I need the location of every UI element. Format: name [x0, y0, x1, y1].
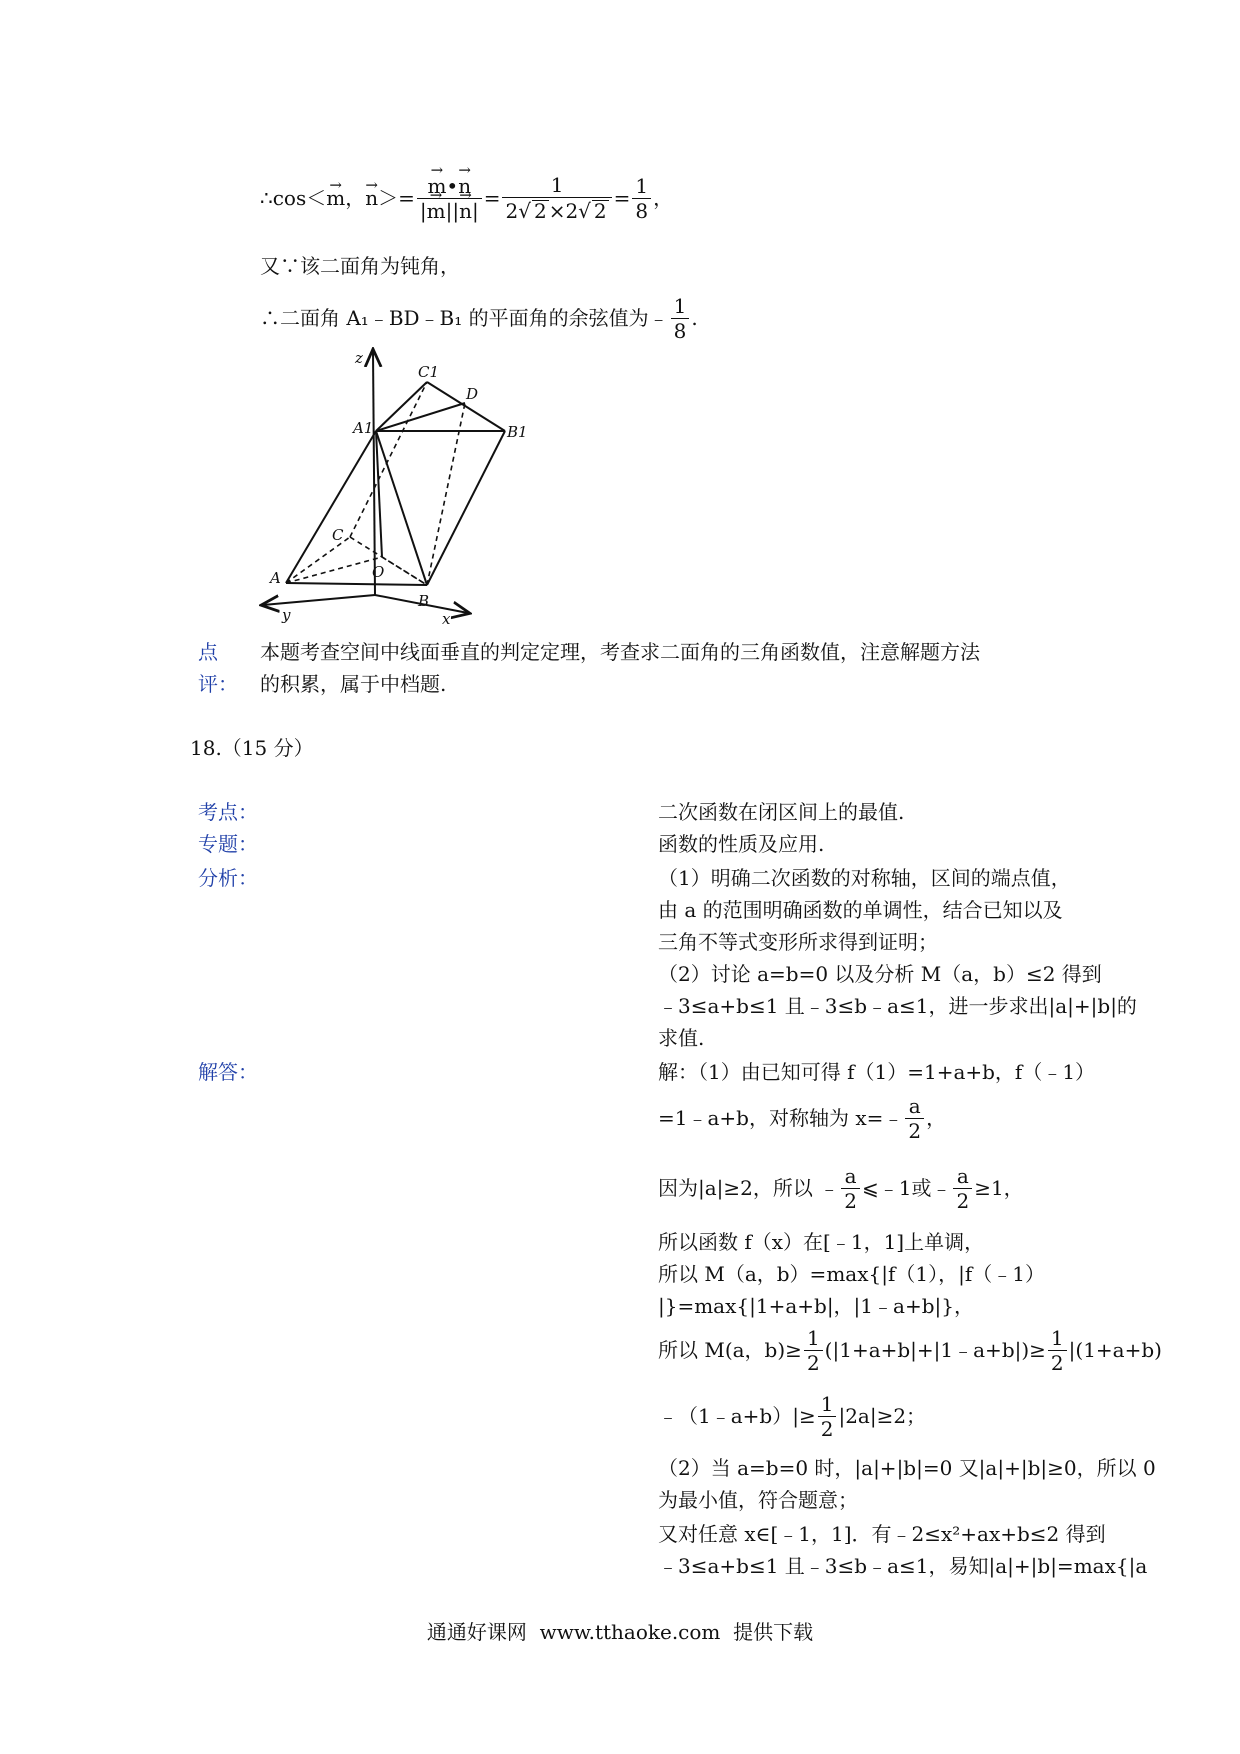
one-eighth-fraction — [632, 173, 651, 223]
jieda-line-10: 为最小值，符合题意； — [658, 1488, 858, 1512]
j7-fraction-2 — [1048, 1325, 1067, 1375]
f2-den-x: ×2 — [548, 199, 579, 223]
j3-end: ≥1， — [974, 1176, 1024, 1200]
f3-num: 1 — [632, 176, 651, 199]
vector-m: → m — [326, 182, 345, 214]
fenxi-line-1: （1）明确二次函数的对称轴，区间的端点值， — [658, 866, 1071, 890]
j2-den: 2 — [908, 1118, 922, 1143]
label-y: y — [282, 606, 291, 624]
den-m: → m — [427, 201, 446, 221]
fenxi-line-2: 由 a 的范围明确函数的单调性，结合已知以及 — [658, 898, 1063, 922]
jieda-line-6: |}=max{|1+a+b|，|1﹣a+b|}， — [658, 1294, 974, 1318]
result-num: 1 — [671, 296, 690, 319]
j7-end: |(1+a+b) — [1068, 1338, 1162, 1362]
f2-den-r1: 2 — [533, 199, 547, 223]
den-n: → n — [459, 201, 472, 221]
j7-num2: 1 — [1048, 1328, 1067, 1351]
comment-text-2: 的积累，属于中档题. — [260, 672, 447, 696]
comment-label-1: 点 — [198, 640, 218, 664]
edge-c-c1 — [350, 382, 427, 537]
jieda-line-11: 又对任意 x∈[﹣1，1]．有﹣2≤x²+ax+b≤2 得到 — [658, 1522, 1106, 1546]
jieda-line-4: 所以函数 f（x）在[﹣1，1]上单调， — [658, 1230, 985, 1254]
fenxi-label: 分析： — [198, 866, 258, 890]
f2-num: 1 — [502, 175, 611, 198]
j7-den2: 2 — [1050, 1350, 1064, 1375]
j3-num1: a — [841, 1166, 860, 1189]
obtuse-angle-line: 又∵该二面角为钝角， — [260, 254, 460, 278]
label-c: C — [332, 526, 344, 544]
cosine-result-line — [260, 288, 698, 348]
j3-mid: ⩽﹣1或﹣ — [861, 1176, 952, 1200]
j3-den2: 2 — [956, 1188, 970, 1213]
j8-num: 1 — [818, 1394, 837, 1417]
jieda-label: 解答： — [198, 1060, 258, 1084]
cos-lead: ∴cos＜ — [260, 186, 327, 210]
j3-fraction-1 — [841, 1163, 860, 1213]
j7-pre: 所以 M(a，b)≥ — [658, 1338, 802, 1362]
jieda-line-7 — [658, 1322, 1162, 1378]
label-b1: B1 — [507, 423, 528, 441]
problem-18-heading: 18.（15 分） — [190, 736, 314, 760]
fenxi-line-3: 三角不等式变形所求得到证明； — [658, 930, 938, 954]
j7-fraction-1 — [804, 1325, 823, 1375]
cos-close: ＞= — [378, 186, 415, 210]
end-comma: ， — [653, 186, 674, 210]
j3-pre: 因为|a|≥2，所以 ﹣ — [658, 1176, 840, 1200]
label-c1: C1 — [418, 363, 440, 381]
fenxi-line-5: ﹣3≤a+b≤1 且﹣3≤b﹣a≤1，进一步求出|a|+|b|的 — [658, 994, 1137, 1018]
j3-num2: a — [953, 1166, 972, 1189]
j2-pre: =1﹣a+b，对称轴为 x=﹣ — [658, 1106, 904, 1130]
jieda-line-9: （2）当 a=b=0 时，|a|+|b|=0 又|a|+|b|≥0，所以 0 — [658, 1456, 1156, 1480]
page-footer: 通通好课网 www.tthaoke.com 提供下载 — [426, 1620, 814, 1644]
jieda-line-1: 解：（1）由已知可得 f（1）=1+a+b，f（﹣1） — [658, 1060, 1096, 1084]
edge-a-b — [286, 583, 427, 585]
j2-num: a — [905, 1096, 924, 1119]
label-x: x — [442, 610, 451, 628]
cos-formula-line — [260, 168, 673, 228]
vector-n: → n — [365, 182, 378, 214]
eq2: = — [613, 186, 631, 210]
j2-end: ， — [926, 1106, 947, 1130]
num-m: → m — [427, 176, 446, 196]
jieda-line-8 — [658, 1388, 926, 1444]
edge-a1-b — [376, 431, 427, 585]
label-o: O — [372, 563, 385, 581]
cos-comma: ， — [345, 186, 366, 210]
result-den: 8 — [673, 318, 687, 343]
j3-den1: 2 — [844, 1188, 857, 1213]
cosine-result-text: ∴二面角 A₁﹣BD﹣B₁ 的平面角的余弦值为﹣ — [260, 306, 669, 330]
fenxi-line-6: 求值. — [658, 1026, 705, 1050]
j3-fraction-2 — [953, 1163, 972, 1213]
num-dot: • — [446, 173, 459, 198]
j7-num1: 1 — [804, 1328, 823, 1351]
label-a1: A1 — [353, 419, 374, 437]
j8-pre: ﹣（1﹣a+b）|≥ — [658, 1404, 816, 1428]
zhuanti-text: 函数的性质及应用. — [658, 832, 825, 856]
eq1: = — [483, 186, 501, 210]
label-z: z — [355, 349, 363, 367]
edge-a-a1 — [286, 431, 376, 583]
label-d: D — [466, 385, 479, 403]
result-fraction — [671, 293, 690, 343]
f3-den: 8 — [635, 198, 649, 223]
jieda-line-5: 所以 M（a，b）=max{|f（1），|f（﹣1） — [658, 1262, 1045, 1286]
fenxi-line-4: （2）讨论 a=b=0 以及分析 M（a，b）≤2 得到 — [658, 962, 1102, 986]
label-b: B — [418, 592, 430, 610]
f2-den-r2: 2 — [593, 199, 607, 223]
j2-fraction — [905, 1093, 924, 1143]
result-end: . — [691, 306, 698, 330]
j8-fraction — [818, 1391, 837, 1441]
f2-den-a: 2 — [505, 199, 519, 223]
comment-text-1: 本题考查空间中线面垂直的判定定理，考查求二面角的三角函数值，注意解题方法 — [260, 640, 980, 664]
edge-b-b1 — [427, 431, 505, 585]
jieda-line-3 — [658, 1160, 1024, 1216]
j8-den: 2 — [820, 1416, 834, 1441]
j8-end: |2a|≥2； — [838, 1404, 927, 1428]
zhuanti-label: 专题： — [198, 832, 258, 856]
label-a: A — [270, 569, 281, 587]
kaodian-label: 考点： — [198, 800, 258, 824]
comment-label-2: 评： — [198, 672, 238, 696]
jieda-line-2 — [658, 1090, 946, 1146]
jieda-line-12: ﹣3≤a+b≤1 且﹣3≤b﹣a≤1，易知|a|+|b|=max{|a — [658, 1554, 1148, 1578]
prism-figure — [250, 345, 530, 630]
value-fraction: $\frac{1}{2√ 2 \times 2√ 2}$ — [502, 175, 611, 221]
num-n: → n — [458, 176, 471, 196]
edge-a-o — [286, 557, 385, 583]
kaodian-text: 二次函数在闭区间上的最值. — [658, 800, 905, 824]
edge-a1-o — [376, 431, 382, 557]
j7-den1: 2 — [806, 1350, 820, 1375]
y-axis — [263, 595, 375, 605]
dot-product-fraction: → $\frac{m•\to n}{|\to m||\to n|}$ — [417, 176, 482, 221]
j7-mid: (|1+a+b|+|1﹣a+b|)≥ — [824, 1338, 1046, 1362]
